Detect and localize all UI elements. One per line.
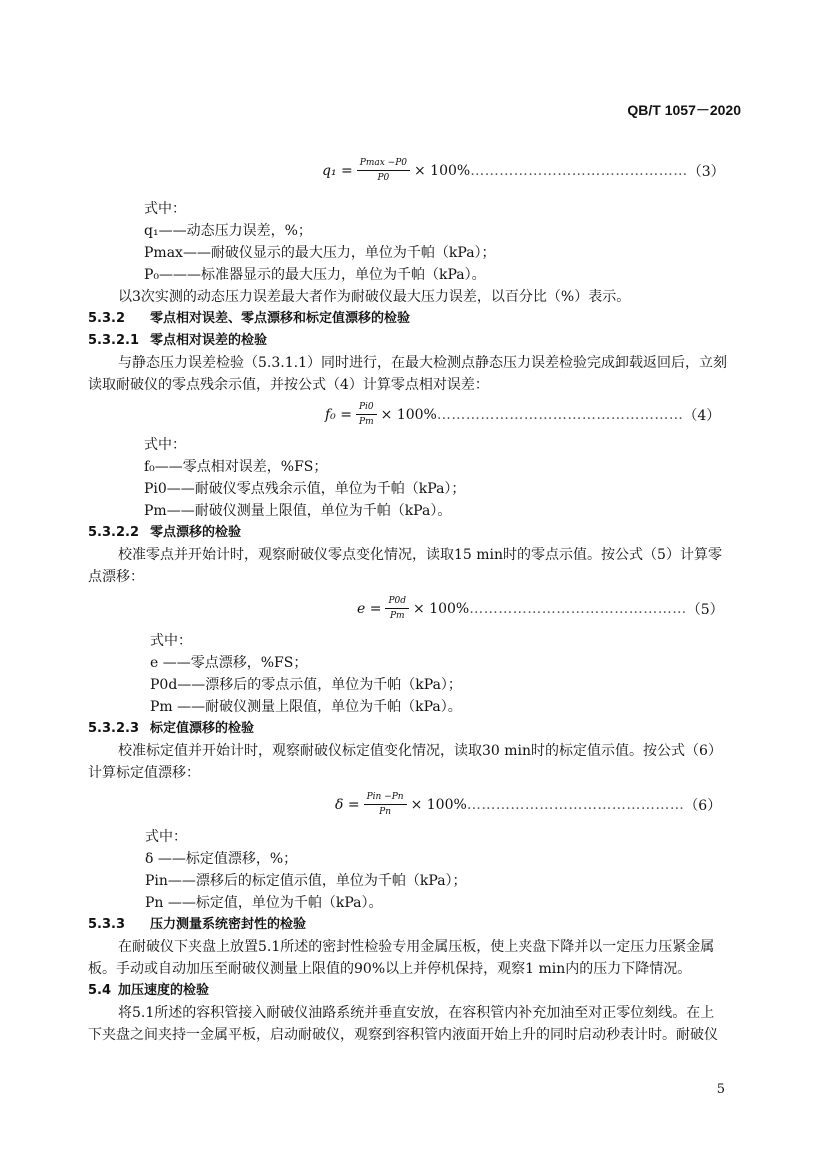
formula-4-number: （4） [683, 408, 721, 424]
page-number: 5 [716, 1082, 725, 1097]
formula-6-denominator: Pn [379, 807, 392, 817]
section-5-4-para-1: 将5.1所述的容积管接入耐破仪油路系统并垂直安放，在容积管内补充加油至对正零位刻线。在上 [118, 1005, 715, 1021]
formula-5-numerator: P0d [385, 596, 409, 609]
section-5-3-3-para-2: 板。手动或自动加压至耐破仪测量上限值的90%以上并停机保持，观察1 min内的压力下降情况。 [88, 961, 692, 977]
section-5-4-number: 5.4 [88, 983, 112, 998]
formula-5-rhs: × 100% [413, 601, 470, 617]
where-3-note: 以3次实测的动态压力误差最大者作为耐破仪最大压力误差，以百分比（%）表示。 [118, 289, 631, 305]
formula-3-leader: ……………………………………… [470, 163, 688, 179]
section-5-3-2-number: 5.3.2 [88, 311, 126, 326]
section-5-3-2-1-title: 零点相对误差的检验 [150, 333, 268, 348]
formula-5-fraction [385, 596, 409, 622]
section-5-3-2-1-para-2: 读取耐破仪的零点残余示值，并按公式（4）计算零点相对误差： [88, 377, 489, 393]
section-5-3-2-1 [88, 330, 267, 352]
section-5-3-2-2-para-2: 点漂移： [88, 569, 144, 585]
formula-3-fraction [357, 158, 410, 184]
formula-6-numerator: Pin −Pn [364, 792, 407, 805]
section-5-3-2-3-para-1: 校准标定值并开始计时，观察耐破仪标定值变化情况，读取30 min时的标定值示值。按公式（6） [118, 743, 722, 759]
where-6-label: 式中： [145, 829, 187, 845]
section-5-3-2-1-number: 5.3.2.1 [88, 333, 139, 348]
section-5-3-2-title: 零点相对误差、零点漂移和标定值漂移的检验 [150, 311, 411, 326]
section-5-4-para-2: 下夹盘之间夹持一金属平板，启动耐破仪，观察到容积管内液面开始上升的同时启动秒表计时。耐破仪 [88, 1027, 718, 1043]
where-5-label: 式中： [150, 633, 192, 649]
where-6-pin: Pin——漂移后的标定值示值，单位为千帕（kPa）； [145, 873, 467, 889]
section-5-3-3-para-1: 在耐破仪下夹盘上放置5.1所述的密封性检验专用金属压板，使上夹盘下降并以一定压力压紧金属 [118, 939, 715, 955]
where-5-e: e ——零点漂移，%FS； [150, 655, 308, 671]
formula-3-rhs: × 100% [413, 163, 471, 179]
section-5-3-3-number: 5.3.3 [88, 917, 126, 932]
section-5-3-2-3 [88, 718, 254, 740]
formula-6 [335, 792, 721, 818]
section-5-3-2-3-number: 5.3.2.3 [88, 721, 139, 736]
section-5-3-3-title: 压力测量系统密封性的检验 [150, 917, 307, 932]
section-5-3-3 [88, 914, 306, 936]
where-4-f0: f₀——零点相对误差，%FS； [144, 459, 328, 475]
formula-6-number: （6） [684, 798, 722, 814]
section-5-4 [88, 980, 209, 1002]
formula-3-numerator: Pmax −P0 [357, 158, 410, 171]
formula-5-denominator: Pm [389, 611, 405, 621]
where-6-pn: Pn ——标定值，单位为千帕（kPa）。 [145, 895, 383, 911]
formula-4-fraction [356, 402, 377, 428]
formula-5-lhs: e = [357, 601, 382, 617]
section-5-3-2-2-para-1: 校准零点并开始计时，观察耐破仪零点变化情况，读取15 min时的零点示值。按公式（5）计算零 [118, 547, 722, 563]
where-3-q1: q₁——动态压力误差，%； [144, 223, 312, 239]
section-5-3-2-2-title: 零点漂移的检验 [150, 525, 242, 540]
formula-5-leader: ……………………………………… [469, 601, 687, 617]
where-5-pm: Pm ——耐破仪测量上限值，单位为千帕（kPa）。 [150, 699, 462, 715]
formula-3-lhs: q₁ = [322, 163, 353, 179]
formula-4-numerator: Pi0 [356, 402, 377, 415]
where-3-p0: P₀———标准器显示的最大压力，单位为千帕（kPa）。 [144, 267, 486, 283]
formula-4-denominator: Pm [359, 417, 374, 427]
where-3-pmax: Pmax——耐破仪显示的最大压力，单位为千帕（kPa）； [144, 245, 496, 261]
formula-5 [357, 596, 724, 622]
where-6-delta: δ ——标定值漂移，%； [145, 851, 298, 867]
standard-code: QB/T 1057－2020 [627, 102, 741, 118]
formula-3 [322, 158, 725, 184]
formula-6-leader: ……………………………………… [466, 797, 685, 813]
formula-6-lhs: δ = [335, 797, 360, 813]
section-5-3-2-1-para-1: 与静态压力误差检验（5.3.1.1）同时进行，在最大检测点静态压力误差检验完成卸载返回后，立刻 [118, 355, 727, 371]
formula-6-rhs: × 100% [410, 797, 467, 813]
formula-4-rhs: × 100% [380, 407, 437, 423]
section-5-3-2-3-para-2: 计算标定值漂移： [88, 765, 200, 781]
formula-4-lhs: f₀ = [325, 407, 352, 423]
where-5-p0d: P0d——漂移后的零点示值，单位为千帕（kPa）； [150, 677, 462, 693]
formula-3-denominator: P0 [377, 173, 390, 183]
section-5-4-title: 加压速度的检验 [118, 983, 210, 998]
formula-4-leader: …………………………………………… [436, 407, 684, 423]
where-4-pm: Pm——耐破仪测量上限值，单位为千帕（kPa）。 [144, 503, 452, 519]
formula-6-fraction [364, 792, 407, 818]
formula-4 [325, 402, 720, 428]
section-5-3-2-2-number: 5.3.2.2 [88, 525, 139, 540]
section-5-3-2-3-title: 标定值漂移的检验 [150, 721, 255, 736]
section-5-3-2-2 [88, 522, 241, 544]
where-4-label: 式中： [144, 437, 186, 453]
where-3-label: 式中： [144, 201, 186, 217]
where-4-pi0: Pi0——耐破仪零点残余示值，单位为千帕（kPa）； [144, 481, 466, 497]
formula-5-number: （5） [686, 602, 724, 618]
formula-3-number: （3） [687, 164, 725, 180]
section-5-3-2 [88, 308, 410, 330]
